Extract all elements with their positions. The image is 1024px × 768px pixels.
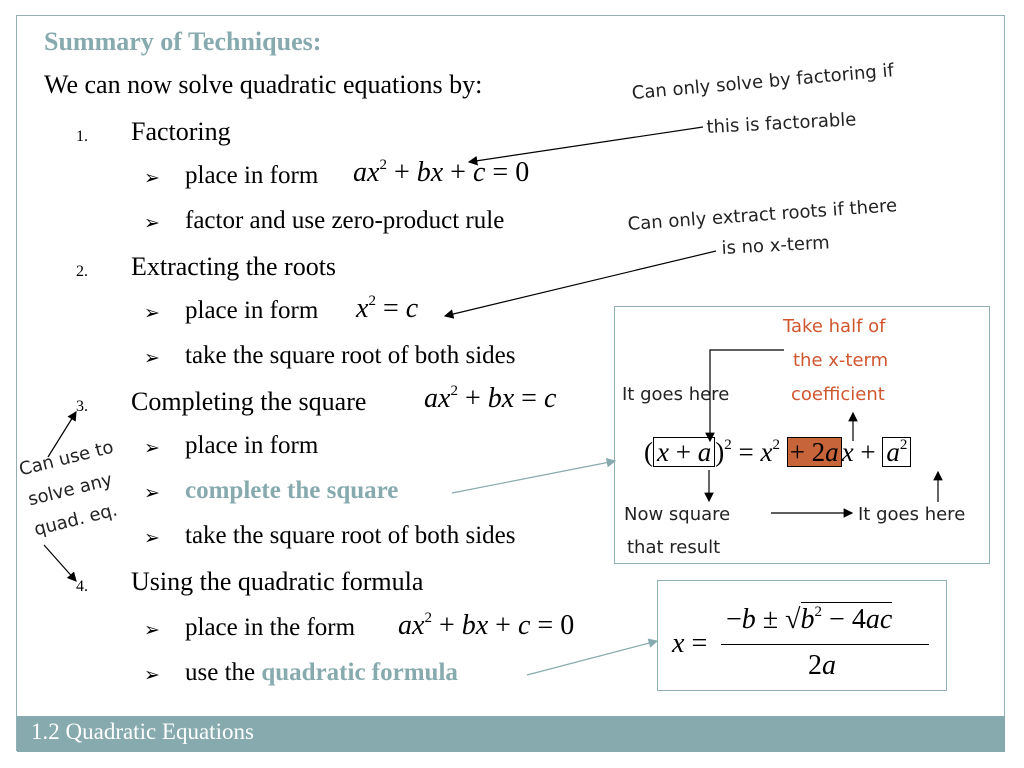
step-text-highlight: quadratic formula <box>261 659 458 686</box>
method-label-factoring: Factoring <box>131 117 231 146</box>
arrow-factoring-note <box>469 127 703 162</box>
step-text: place in form <box>185 162 319 189</box>
intro-text: We can now solve quadratic equations by: <box>44 70 483 99</box>
arrow-extract-note <box>445 251 716 316</box>
footer-bar <box>17 716 1005 752</box>
method-label-quadratic-formula: Using the quadratic formula <box>131 567 424 596</box>
bullet-icon: ➢ <box>144 168 160 189</box>
formula-denominator: 2a <box>808 650 836 681</box>
method-number: 2. <box>76 263 88 280</box>
step-text: place in the form <box>185 614 356 641</box>
annotation-side-line3: quad. eq. <box>32 499 120 541</box>
method-label-completing: Completing the square <box>131 387 367 416</box>
formula-lhs: x = <box>672 628 708 659</box>
formula-standard-form: $ax^2$ + bx + c = 0 <box>398 610 575 641</box>
arrow-side-note-down <box>44 545 76 581</box>
slide-title: Summary of Techniques: <box>44 27 322 56</box>
annotation-side-line1: Can use to <box>17 436 116 481</box>
step-text-prefix: use the <box>185 659 256 686</box>
annotation-take-half-line1: Take half of <box>783 316 886 337</box>
arrow-complete-square <box>452 461 615 493</box>
bullet-icon: ➢ <box>144 438 160 459</box>
annotation-take-half-line2: the x-term <box>793 350 889 371</box>
bullet-icon: ➢ <box>144 483 160 504</box>
bullet-icon: ➢ <box>144 303 160 324</box>
annotation-now-square-line1: Now square <box>624 504 731 525</box>
step-text-highlight: complete the square <box>185 477 399 504</box>
bullet-icon: ➢ <box>144 348 160 369</box>
formula-numerator: $-b \pm √b^2 - 4ac$ <box>726 604 893 635</box>
annotation-factoring-line1: Can only solve by factoring if <box>631 60 895 104</box>
formula-extract-form: $x^2 = c$ <box>356 293 419 324</box>
method-number: 1. <box>76 128 88 145</box>
method-number: 3. <box>76 398 88 415</box>
step-text: take the square root of both sides <box>185 342 516 369</box>
formula-square-expansion: ( x + a )$^2 = x^2 + 2a$ $x + a^2$ <box>644 437 911 468</box>
arrow-side-note-up <box>48 412 76 457</box>
bullet-icon: ➢ <box>144 665 160 686</box>
formula-standard-form: $ax^2$ + bx + c = 0 <box>353 157 530 188</box>
method-label-extracting: Extracting the roots <box>131 252 337 281</box>
method-number: 4. <box>76 578 88 595</box>
step-text: place in form <box>185 432 319 459</box>
formula-complete-form: $ax^2$ + bx = c <box>424 383 557 414</box>
step-text: factor and use zero-product rule <box>185 207 505 234</box>
bullet-icon: ➢ <box>144 620 160 641</box>
annotation-take-half-line3: coefficient <box>791 384 885 405</box>
arrow-take-half <box>710 350 784 441</box>
bullet-icon: ➢ <box>144 213 160 234</box>
annotation-extract-line1: Can only extract roots if there <box>627 195 898 235</box>
footer-title: 1.2 Quadratic Equations <box>31 719 254 744</box>
annotation-factoring-line2: this is factorable <box>706 109 857 138</box>
annotation-side-line2: solve any <box>26 469 115 511</box>
annotation-goes-here-right: It goes here <box>858 504 966 525</box>
arrow-quadratic-formula <box>527 641 657 675</box>
annotation-goes-here-left: It goes here <box>622 384 730 405</box>
step-text: take the square root of both sides <box>185 522 516 549</box>
annotation-now-square-line2: that result <box>627 537 721 558</box>
annotation-extract-line2: is no x-term <box>721 232 831 259</box>
step-text: place in form <box>185 297 319 324</box>
bullet-icon: ➢ <box>144 528 160 549</box>
